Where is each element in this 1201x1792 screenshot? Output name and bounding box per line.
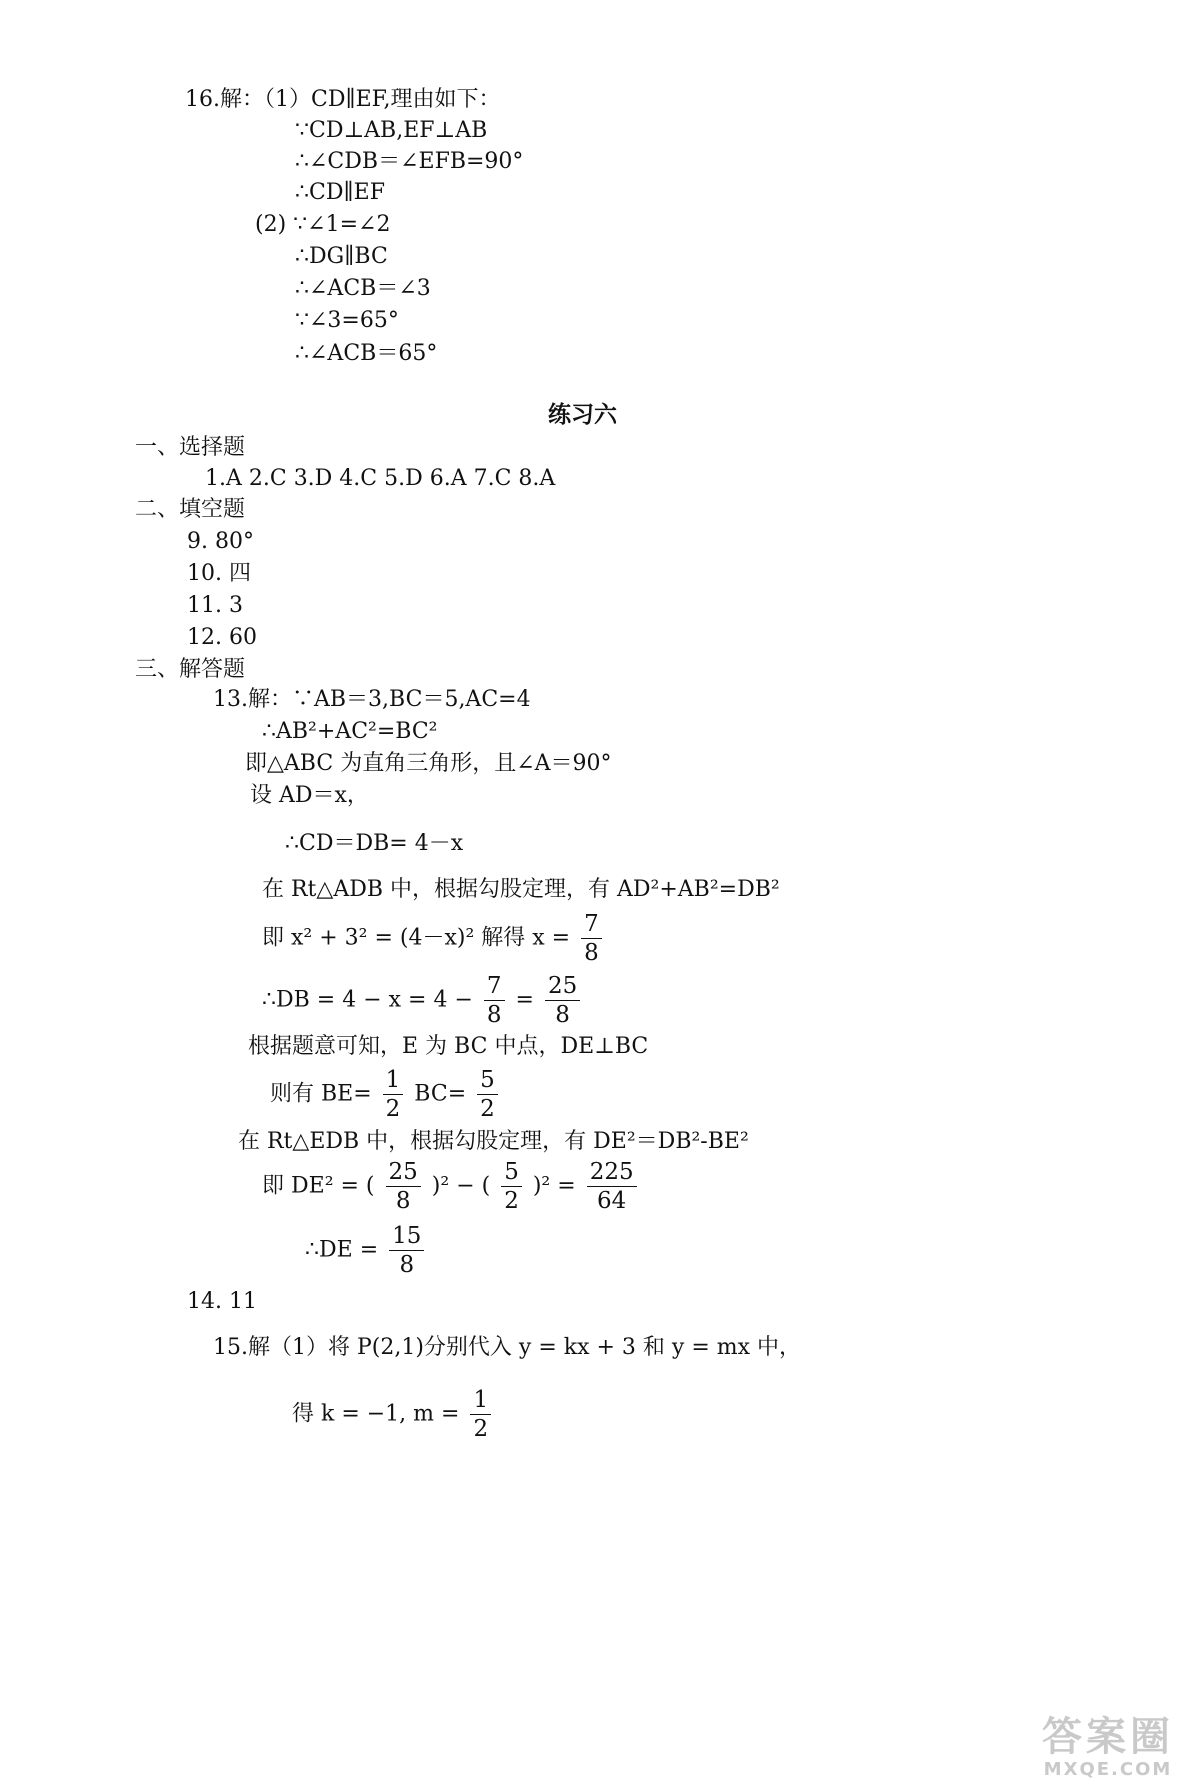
q15-line-1: 15.解（1）将 P(2,1)分别代入 y = kx + 3 和 y = mx 中， <box>213 1335 802 1360</box>
q13-line-12-post: )² = <box>532 1173 576 1199</box>
numerator: 225 <box>587 1158 637 1187</box>
q15-line-2 <box>292 1386 495 1443</box>
numerator: 5 <box>501 1158 522 1187</box>
q13-line-10-mid: BC= <box>414 1081 467 1107</box>
numerator: 5 <box>477 1066 498 1095</box>
denominator: 8 <box>555 1002 570 1028</box>
fraction <box>587 1158 637 1215</box>
answer-11: 11. 3 <box>187 593 243 618</box>
denominator: 8 <box>395 1188 411 1214</box>
answer-9: 9. 80° <box>187 529 254 554</box>
q13-line-12-text: 即 DE² = ( <box>262 1173 375 1199</box>
denominator: 8 <box>399 1252 415 1278</box>
denominator: 8 <box>486 1002 502 1028</box>
q13-line-10-text: 则有 BE= <box>270 1081 372 1107</box>
fraction <box>386 1158 421 1215</box>
q13-line-12 <box>262 1158 641 1215</box>
q13-line-10 <box>270 1066 502 1123</box>
fraction <box>545 972 580 1029</box>
fraction <box>581 910 602 967</box>
q13-line-6: 在 Rt△ADB 中，根据勾股定理，有 AD²+AB²=DB² <box>262 877 780 902</box>
q16-line-1: 16.解：（1）CD∥EF,理由如下： <box>185 87 501 112</box>
q13-line-7 <box>262 910 606 967</box>
equals-sign: = <box>515 987 534 1013</box>
numerator: 7 <box>581 910 602 939</box>
q16-line-4: ∴CD∥EF <box>295 180 385 205</box>
denominator: 2 <box>385 1096 401 1122</box>
q16-line-6: ∴DG∥BC <box>295 244 388 269</box>
numerator: 15 <box>389 1222 424 1251</box>
q13-line-7-text: 即 x² + 3² = (4－x)² 解得 x = <box>262 925 571 951</box>
answer-10: 10. 四 <box>187 561 251 586</box>
numerator: 25 <box>545 972 580 1001</box>
watermark-logo <box>1023 1714 1193 1784</box>
q13-line-12-mid: )² − ( <box>431 1173 491 1199</box>
q13-line-4: 设 AD＝x， <box>250 783 369 808</box>
fraction <box>501 1158 522 1215</box>
section-multiple-choice: 一、选择题 <box>135 435 246 460</box>
fraction <box>470 1386 491 1443</box>
numerator: 25 <box>386 1158 421 1187</box>
denominator: 64 <box>597 1188 627 1214</box>
denominator: 2 <box>504 1188 519 1214</box>
q13-line-3: 即△ABC 为直角三角形，且∠A＝90° <box>245 751 612 776</box>
watermark-url: MXQE.COM <box>1043 1759 1173 1780</box>
q13-line-13-text: ∴DE = <box>305 1237 379 1263</box>
q13-line-5: ∴CD＝DB= 4－x <box>285 831 464 856</box>
q13-line-9: 根据题意可知，E 为 BC 中点，DE⊥BC <box>248 1034 649 1059</box>
q16-line-9: ∴∠ACB＝65° <box>295 341 438 366</box>
section-solutions: 三、解答题 <box>135 657 246 682</box>
fraction <box>383 1066 404 1123</box>
answer-12: 12. 60 <box>187 625 257 650</box>
q16-line-7: ∴∠ACB＝∠3 <box>295 276 431 301</box>
q16-line-3: ∴∠CDB＝∠EFB=90° <box>295 149 524 174</box>
fraction <box>477 1066 498 1123</box>
watermark-title: 答案圈 <box>1042 1714 1174 1760</box>
answer-14: 14. 11 <box>187 1289 257 1314</box>
section-fill-in: 二、填空题 <box>135 497 246 522</box>
numerator: 7 <box>484 972 505 1001</box>
denominator: 8 <box>584 940 599 966</box>
q13-line-2: ∴AB²+AC²=BC² <box>262 719 438 744</box>
multiple-choice-answers: 1.A 2.C 3.D 4.C 5.D 6.A 7.C 8.A <box>205 466 556 491</box>
q13-line-11: 在 Rt△EDB 中，根据勾股定理，有 DE²＝DB²-BE² <box>238 1129 749 1154</box>
fraction <box>484 972 505 1029</box>
q16-line-8: ∵∠3=65° <box>295 308 399 333</box>
numerator: 1 <box>470 1386 491 1415</box>
denominator: 2 <box>473 1416 489 1442</box>
exercise-title: 练习六 <box>548 402 617 428</box>
denominator: 2 <box>480 1096 495 1122</box>
q13-line-1: 13.解：∵AB＝3,BC＝5,AC=4 <box>213 687 531 712</box>
q16-line-5: (2) ∵∠1=∠2 <box>255 212 391 237</box>
fraction <box>389 1222 424 1279</box>
q15-line-2-text: 得 k = −1, m = <box>292 1401 460 1427</box>
q16-line-2: ∵CD⊥AB,EF⊥AB <box>295 118 488 143</box>
q13-line-8 <box>262 972 584 1029</box>
numerator: 1 <box>383 1066 404 1095</box>
q13-line-13 <box>305 1222 428 1279</box>
q13-line-8-text: ∴DB = 4 − x = 4 − <box>262 987 473 1013</box>
